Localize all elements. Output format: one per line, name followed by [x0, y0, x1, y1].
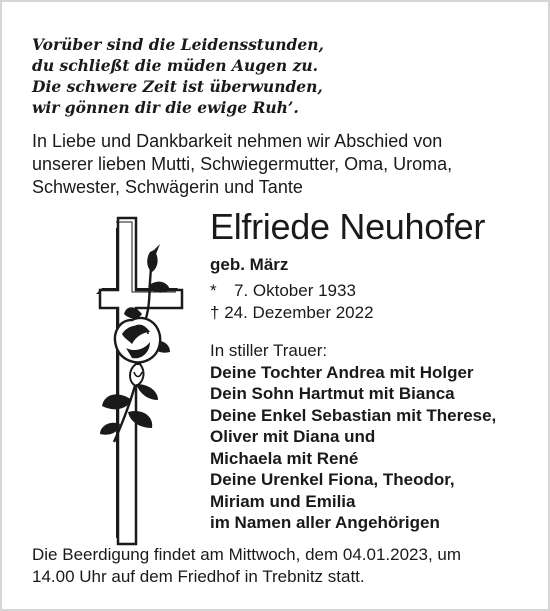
deceased-name: Elfriede Neuhofer	[210, 206, 486, 247]
memorial-poem	[32, 34, 324, 118]
poem-line: Vorüber sind die Leidensstunden,	[32, 35, 324, 54]
mourner-line: Michaela mit René	[210, 448, 359, 468]
birth-date: 7. Oktober 1933	[234, 281, 356, 300]
mourner-line: Miriam und Emilia	[210, 491, 356, 511]
poem-line: Die schwere Zeit ist überwunden,	[32, 77, 323, 96]
intro-line: In Liebe und Dankbarkeit nehmen wir Abschied von	[32, 131, 443, 151]
mourner-line: Dein Sohn Hartmut mit Bianca	[210, 384, 455, 403]
death-dagger-icon: †	[210, 303, 220, 322]
mourner-line: Deine Enkel Sebastian mit Therese,	[210, 405, 497, 425]
farewell-intro	[32, 130, 452, 199]
cross-with-rose-icon	[92, 214, 207, 549]
poem-line: du schließt die müden Augen zu.	[32, 56, 319, 75]
mourner-line: Deine Tochter Andrea mit Holger	[210, 362, 474, 382]
mourners-block	[210, 340, 496, 534]
maiden-name: geb. März	[210, 255, 289, 274]
intro-line: Schwester, Schwägerin und Tante	[32, 177, 303, 197]
death-date: 24. Dezember 2022	[224, 303, 374, 322]
birth-date-row	[210, 280, 374, 302]
death-date-row	[210, 302, 374, 324]
life-dates	[210, 280, 374, 324]
funeral-info	[32, 544, 461, 588]
mourner-line: Oliver mit Diana und	[210, 427, 376, 446]
mourner-line: Deine Urenkel Fiona, Theodor,	[210, 470, 455, 489]
funeral-line: Die Beerdigung findet am Mittwoch, dem 04.01.2023, um	[32, 545, 462, 564]
birth-star-icon: *	[210, 281, 217, 300]
poem-line: wir gönnen dir die ewige Ruh’.	[32, 98, 299, 117]
intro-line: unserer lieben Mutti, Schwiegermutter, Oma, Uroma,	[32, 154, 453, 174]
mourner-line: im Namen aller Angehörigen	[210, 513, 440, 532]
mourners-label: In stiller Trauer:	[210, 341, 328, 360]
funeral-line: 14.00 Uhr auf dem Friedhof in Trebnitz statt.	[32, 567, 365, 586]
